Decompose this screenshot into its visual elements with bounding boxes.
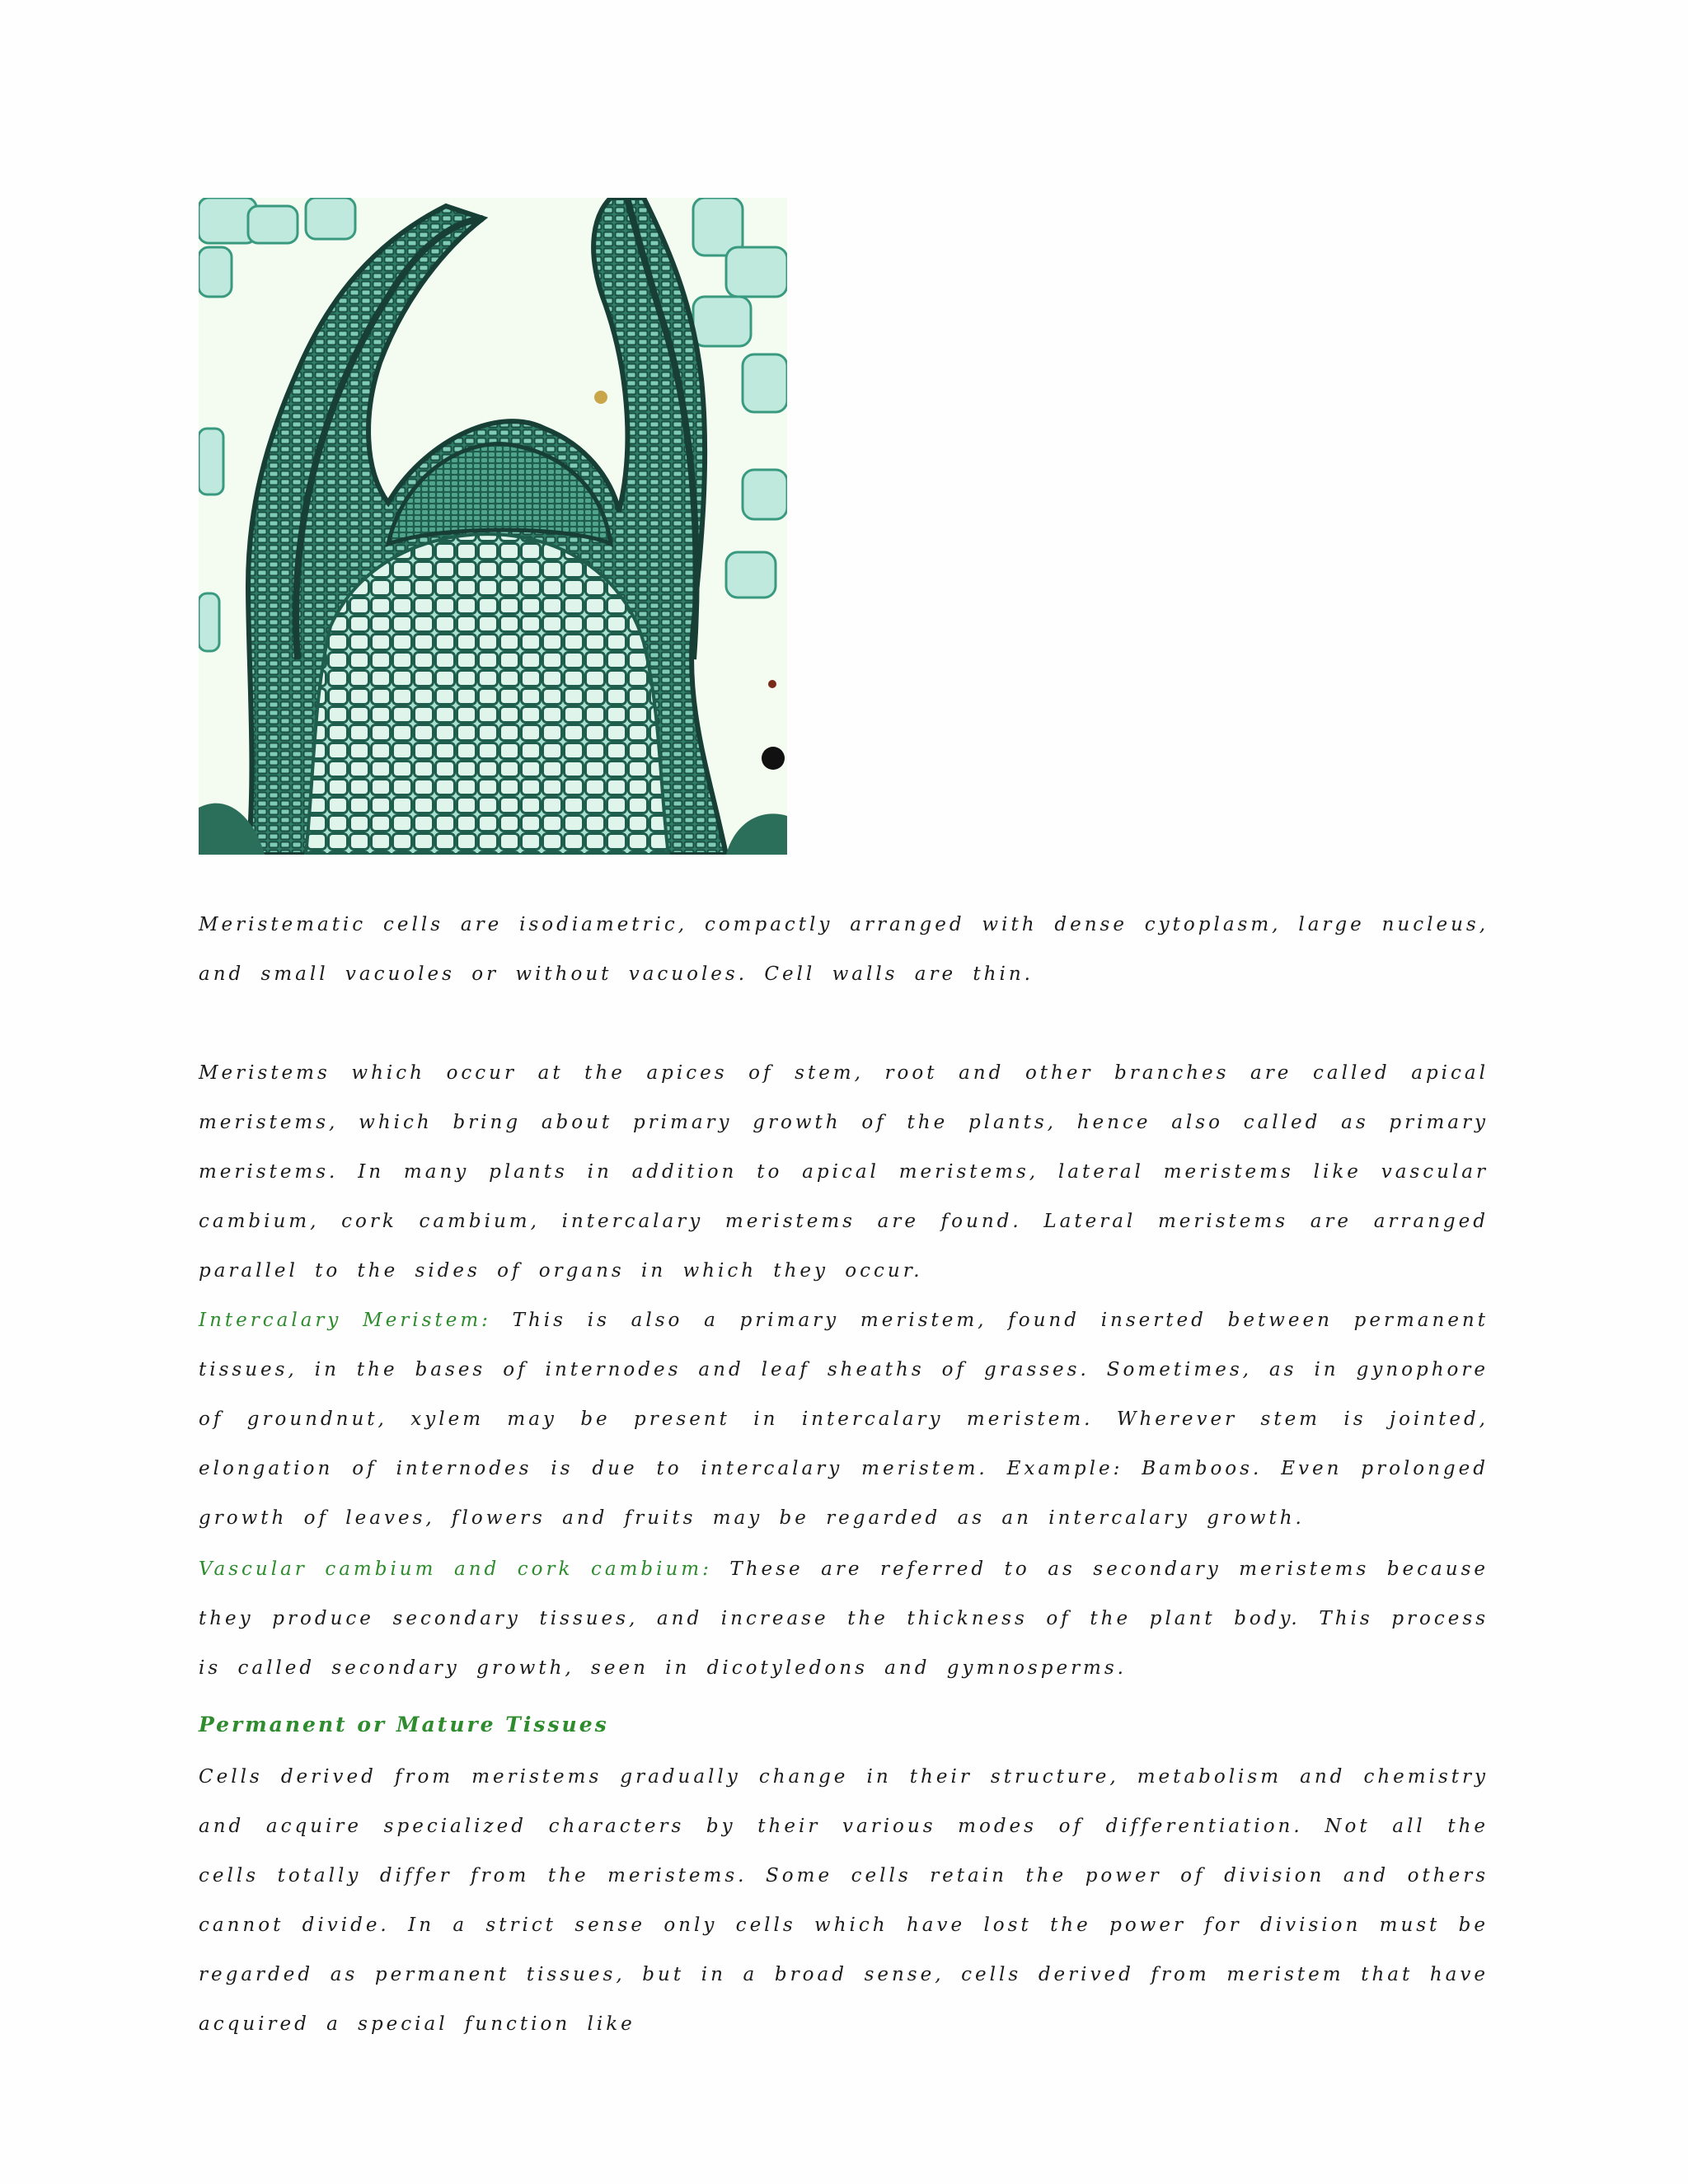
paragraph-meristematic-cells <box>199 900 1489 999</box>
term-label: Intercalary Meristem: <box>199 1310 491 1331</box>
shoot-apex-micrograph <box>199 198 787 855</box>
paragraph-secondary-meristems <box>199 1544 1489 1693</box>
section-heading: Permanent or Mature Tissues <box>199 1713 609 1736</box>
paragraph-text: Meristems which occur at the apices of stem, root and other branches are called apical meristems, which bring about primary growth of the plants, hence also called as primary meristems. In many plants in addition to apical meristems, lateral meristems like vascular cambium, cork cambium, intercalary meristems are found. Lateral meristems are arranged parallel to the sides of organs in which they occur. <box>199 1062 1489 1282</box>
paragraph-text: These are referred to as secondary meristems because they produce secondary tissues, and increase the thickness of the plant body. This process is called secondary growth, seen in dicotyledons and gymnosperms. <box>199 1558 1489 1679</box>
paragraph-intercalary-meristem <box>199 1296 1489 1543</box>
paragraph-permanent-tissues <box>199 1752 1489 2049</box>
paragraph-text: Cells derived from meristems gradually change in their structure, metabolism and chemistry and acquire specialized characters by their various modes of differentiation. Not all the cells totally differ from the meristems. Some cells retain the power of division and others cannot divide. In a strict sense only cells which have lost the power for division must be regarded as permanent tissues, but in a broad sense, cells derived from meristem that have acquired a special function like <box>199 1766 1489 2035</box>
micrograph-image <box>199 198 787 855</box>
paragraph-text: This is also a primary meristem, found inserted between permanent tissues, in the bases of internodes and leaf sheaths of grasses. Sometimes, as in gynophore of groundnut, xylem may be present in intercalary meristem. Wherever stem is jointed, elongation of internodes is due to intercalary meristem. Example: Bamboos. Even prolonged growth of leaves, flowers and fruits may be regarded as an intercalary growth. <box>199 1310 1489 1529</box>
paragraph-apical-meristems <box>199 1048 1489 1296</box>
term-label: Vascular cambium and cork cambium: <box>199 1558 712 1580</box>
paragraph-text: Meristematic cells are isodiametric, compactly arranged with dense cytoplasm, large nucleus, and small vacuoles or without vacuoles. Cell walls are thin. <box>199 914 1489 985</box>
